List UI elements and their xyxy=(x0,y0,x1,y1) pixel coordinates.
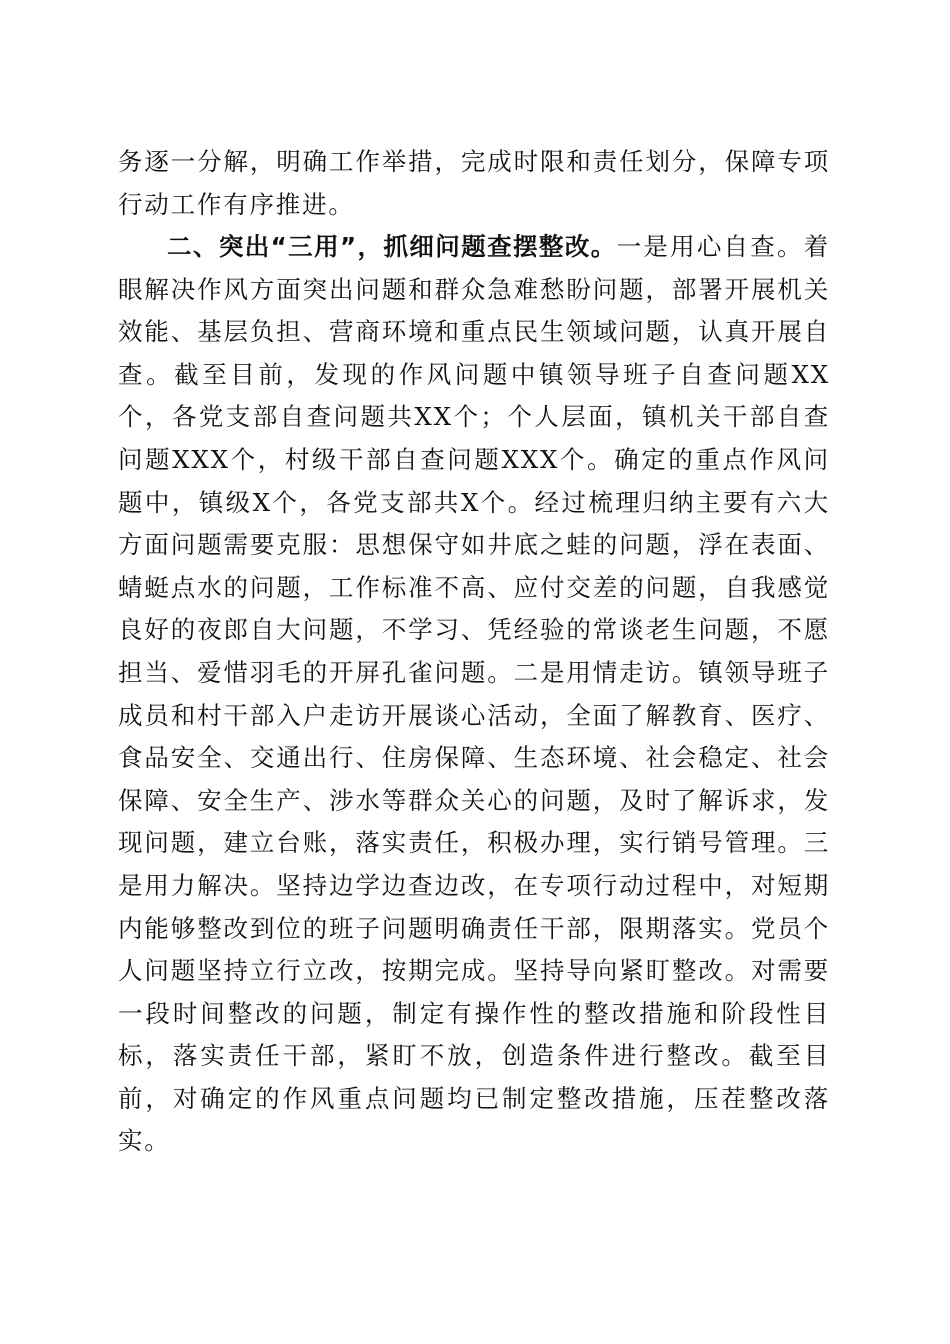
section-heading: 二、突出“三用”，抓细问题查摆整改。 xyxy=(167,232,617,261)
section-body: 一是用心自查。着眼解决作风方面突出问题和群众急难愁盼问题，部署开展机关效能、基层负担、营商环境和重点民生领域问题，认真开展自查。截至目前，发现的作风问题中镇领导班子自查问题XX个，各党支部自查问题共XX个；个人层面，镇机关干部自查问题XXX个，村级干部自查问题XXX个。确定的重点作风问题中，镇级X个，各党支部共X个。经过梳理归纳主要有六大方面问题需要克服：思想保守如井底之蛙的问题，浮在表面、蜻蜓点水的问题，工作标准不高、应付交差的问题，自我感觉良好的夜郎自大问题，不学习、凭经验的常谈老生问题，不愿担当、爱惜羽毛的开屏孔雀问题。二是用情走访。镇领导班子成员和村干部入户走访开展谈心活动，全面了解教育、医疗、食品安全、交通出行、住房保障、生态环境、社会稳定、社会保障、安全生产、涉水等群众关心的问题，及时了解诉求，发现问题，建立台账，落实责任，积极办理，实行销号管理。三是用力解决。坚持边学边查边改，在专项行动过程中，对短期内能够整改到位的班子问题明确责任干部，限期落实。党员个人问题坚持立行立改，按期完成。坚持导向紧盯整改。对需要一段时间整改的问题，制定有操作性的整改措施和阶段性目标，落实责任干部，紧盯不放，创造条件进行整改。截至目前，对确定的作风重点问题均已制定整改措施，压茬整改落实。 xyxy=(118,232,830,1156)
paragraph-continuation: 务逐一分解，明确工作举措，完成时限和责任划分，保障专项行动工作有序推进。 xyxy=(118,147,830,219)
section-paragraph xyxy=(118,226,830,1163)
